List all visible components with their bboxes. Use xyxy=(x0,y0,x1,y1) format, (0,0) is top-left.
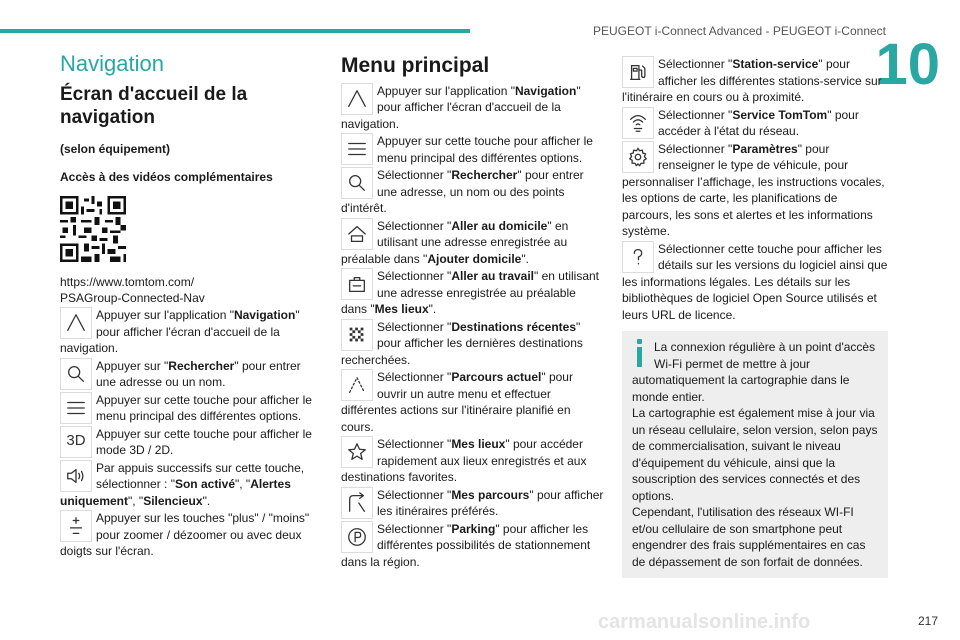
list-item xyxy=(60,460,318,510)
entry-text: Sélectionner "Rechercher" pour entrer une adresse, un nom ou des points d'intérêt. xyxy=(341,168,584,215)
search-icon xyxy=(341,167,373,199)
list-item xyxy=(622,241,888,324)
list-item xyxy=(622,141,888,240)
entry-text: Appuyer sur cette touche pour afficher le menu principal des différentes options. xyxy=(96,392,312,423)
subtitle: Écran d'accueil de la navigation xyxy=(60,83,248,128)
entry-text: Sélectionner "Destinations récentes" pour afficher les dernières destinations recherchées. xyxy=(341,319,583,367)
column-1 xyxy=(60,51,318,561)
list-item xyxy=(341,133,605,166)
list-item xyxy=(341,369,605,435)
info-box xyxy=(622,331,888,578)
col3-entries xyxy=(622,56,888,323)
entry-text: Sélectionner "Mes parcours" pour afficher les itinéraires préférés. xyxy=(377,487,604,518)
chapter-number: 10 xyxy=(875,32,940,97)
qr-code-icon[interactable] xyxy=(60,196,126,262)
column-3 xyxy=(622,56,888,578)
col2-entries xyxy=(341,83,605,571)
list-item xyxy=(622,107,888,140)
list-item xyxy=(341,167,605,217)
entry-text: Appuyer sur "Rechercher" pour entrer une adresse ou un nom. xyxy=(96,358,301,389)
my-routes-icon xyxy=(341,487,373,519)
gear-icon xyxy=(622,141,654,173)
parking-icon xyxy=(341,521,373,553)
header-accent-bar xyxy=(0,29,470,33)
list-item xyxy=(341,319,605,369)
work-icon xyxy=(341,268,373,300)
search-icon xyxy=(60,358,92,390)
entry-text: Sélectionner "Service TomTom" pour accéder à l'état du réseau. xyxy=(658,107,859,138)
entry-text: Sélectionner "Aller au domicile" en utilisant une adresse enregistrée au préalable dans "Ajouter domicile". xyxy=(341,218,569,266)
list-item xyxy=(341,83,605,133)
entry-text: Sélectionner "Parcours actuel" pour ouvrir un autre menu et effectuer différentes actions sur l'itinéraire planifié en cours. xyxy=(341,370,573,434)
sound-icon xyxy=(60,460,92,492)
list-item xyxy=(341,218,605,268)
zoom-icon xyxy=(60,510,92,542)
list-item xyxy=(60,510,318,560)
fuel-station-icon xyxy=(622,56,654,88)
entry-text: Sélectionner "Parking" pour afficher les différentes possibilités de stationnement dans la région. xyxy=(341,521,591,569)
entry-text: Appuyer sur l'application "Navigation" pour afficher l'écran d'accueil de la navigation. xyxy=(341,83,581,131)
route-icon xyxy=(341,369,373,401)
entry-text: Appuyer sur cette touche pour afficher le menu principal des différentes options. xyxy=(377,134,593,165)
entry-text: Sélectionner "Station-service" pour afficher les différentes stations-service sur l'itinéraire en cours ou à proximité. xyxy=(622,57,882,104)
watermark: carmanualsonline.info xyxy=(598,611,811,633)
help-icon xyxy=(622,241,654,273)
videos-heading: Accès à des vidéos complémentaires xyxy=(60,170,273,184)
list-item xyxy=(341,436,605,486)
list-item xyxy=(60,307,318,357)
entry-text: Sélectionner "Mes lieux" pour accéder rapidement aux lieux enregistrés et aux destinations favorites. xyxy=(341,437,587,484)
col1-entries xyxy=(60,307,318,560)
3d-icon: 3D xyxy=(60,426,92,458)
list-item xyxy=(60,426,318,459)
navigation-icon xyxy=(60,307,92,339)
list-item xyxy=(60,392,318,425)
info-text: La connexion régulière à un point d'accès Wi-Fi permet de mettre à jour automatiquement la cartographie dans le monde entier. La cartographie est également mise à jour via un réseau cellulaire, selon version, selon pays de commercialisation, suivant le niveau d'équipement du véhicule, ainsi que la souscription des services connectés et des options. Cependant, l'utilisation des réseaux WI-FI et/ou cellulaire de son smartphone peut engendrer des frais supplémentaires en cas de dépassement de son forfait de données. xyxy=(632,340,878,569)
list-item xyxy=(341,521,605,571)
entry-text: Par appuis successifs sur cette touche, sélectionner : "Son activé", "Alertes uniquement", "Silencieux". xyxy=(60,460,305,508)
section-title: Navigation xyxy=(60,51,164,76)
page-number: 217 xyxy=(917,614,938,628)
column-2 xyxy=(341,56,605,571)
list-item xyxy=(60,358,318,391)
header-title: PEUGEOT i-Connect Advanced - PEUGEOT i-Connect xyxy=(592,24,886,38)
list-item xyxy=(341,268,605,318)
navigation-icon xyxy=(341,83,373,115)
equipment-note: (selon équipement) xyxy=(60,141,171,156)
entry-text: Appuyer sur l'application "Navigation" pour afficher l'écran d'accueil de la navigation. xyxy=(60,308,300,355)
video-url[interactable]: https://www.tomtom.com/ PSAGroup-Connected-Nav xyxy=(60,275,205,305)
home-icon xyxy=(341,218,373,250)
list-item xyxy=(341,487,605,520)
star-icon xyxy=(341,436,373,468)
signal-icon xyxy=(622,107,654,139)
entry-text: Appuyer sur cette touche pour afficher le mode 3D / 2D. xyxy=(96,426,312,457)
entry-text: Appuyer sur les touches "plus" / "moins" pour zoomer / dézoomer ou avec deux doigts sur l'écran. xyxy=(60,511,310,558)
entry-text: Sélectionner "Aller au travail" en utilisant une adresse enregistrée au préalable dans "Mes lieux". xyxy=(341,269,599,316)
info-icon xyxy=(634,339,644,369)
menu-icon xyxy=(60,392,92,424)
entry-text: Sélectionner "Paramètres" pour renseigner le type de véhicule, pour personnaliser l’affichage, les instructions vocales, les options de carte, les planifications de parcours, les sons et alertes et les informations système. xyxy=(622,141,885,238)
recent-icon xyxy=(341,319,373,351)
list-item xyxy=(622,56,888,106)
menu-icon xyxy=(341,133,373,165)
main-menu-title: Menu principal xyxy=(341,54,490,77)
entry-text: Sélectionner cette touche pour afficher les détails sur les versions du logiciel ainsi que les informations légales. Les détails sur les bibliothèques de logiciel Open Source utilisés et leurs URL de licence. xyxy=(622,241,888,322)
